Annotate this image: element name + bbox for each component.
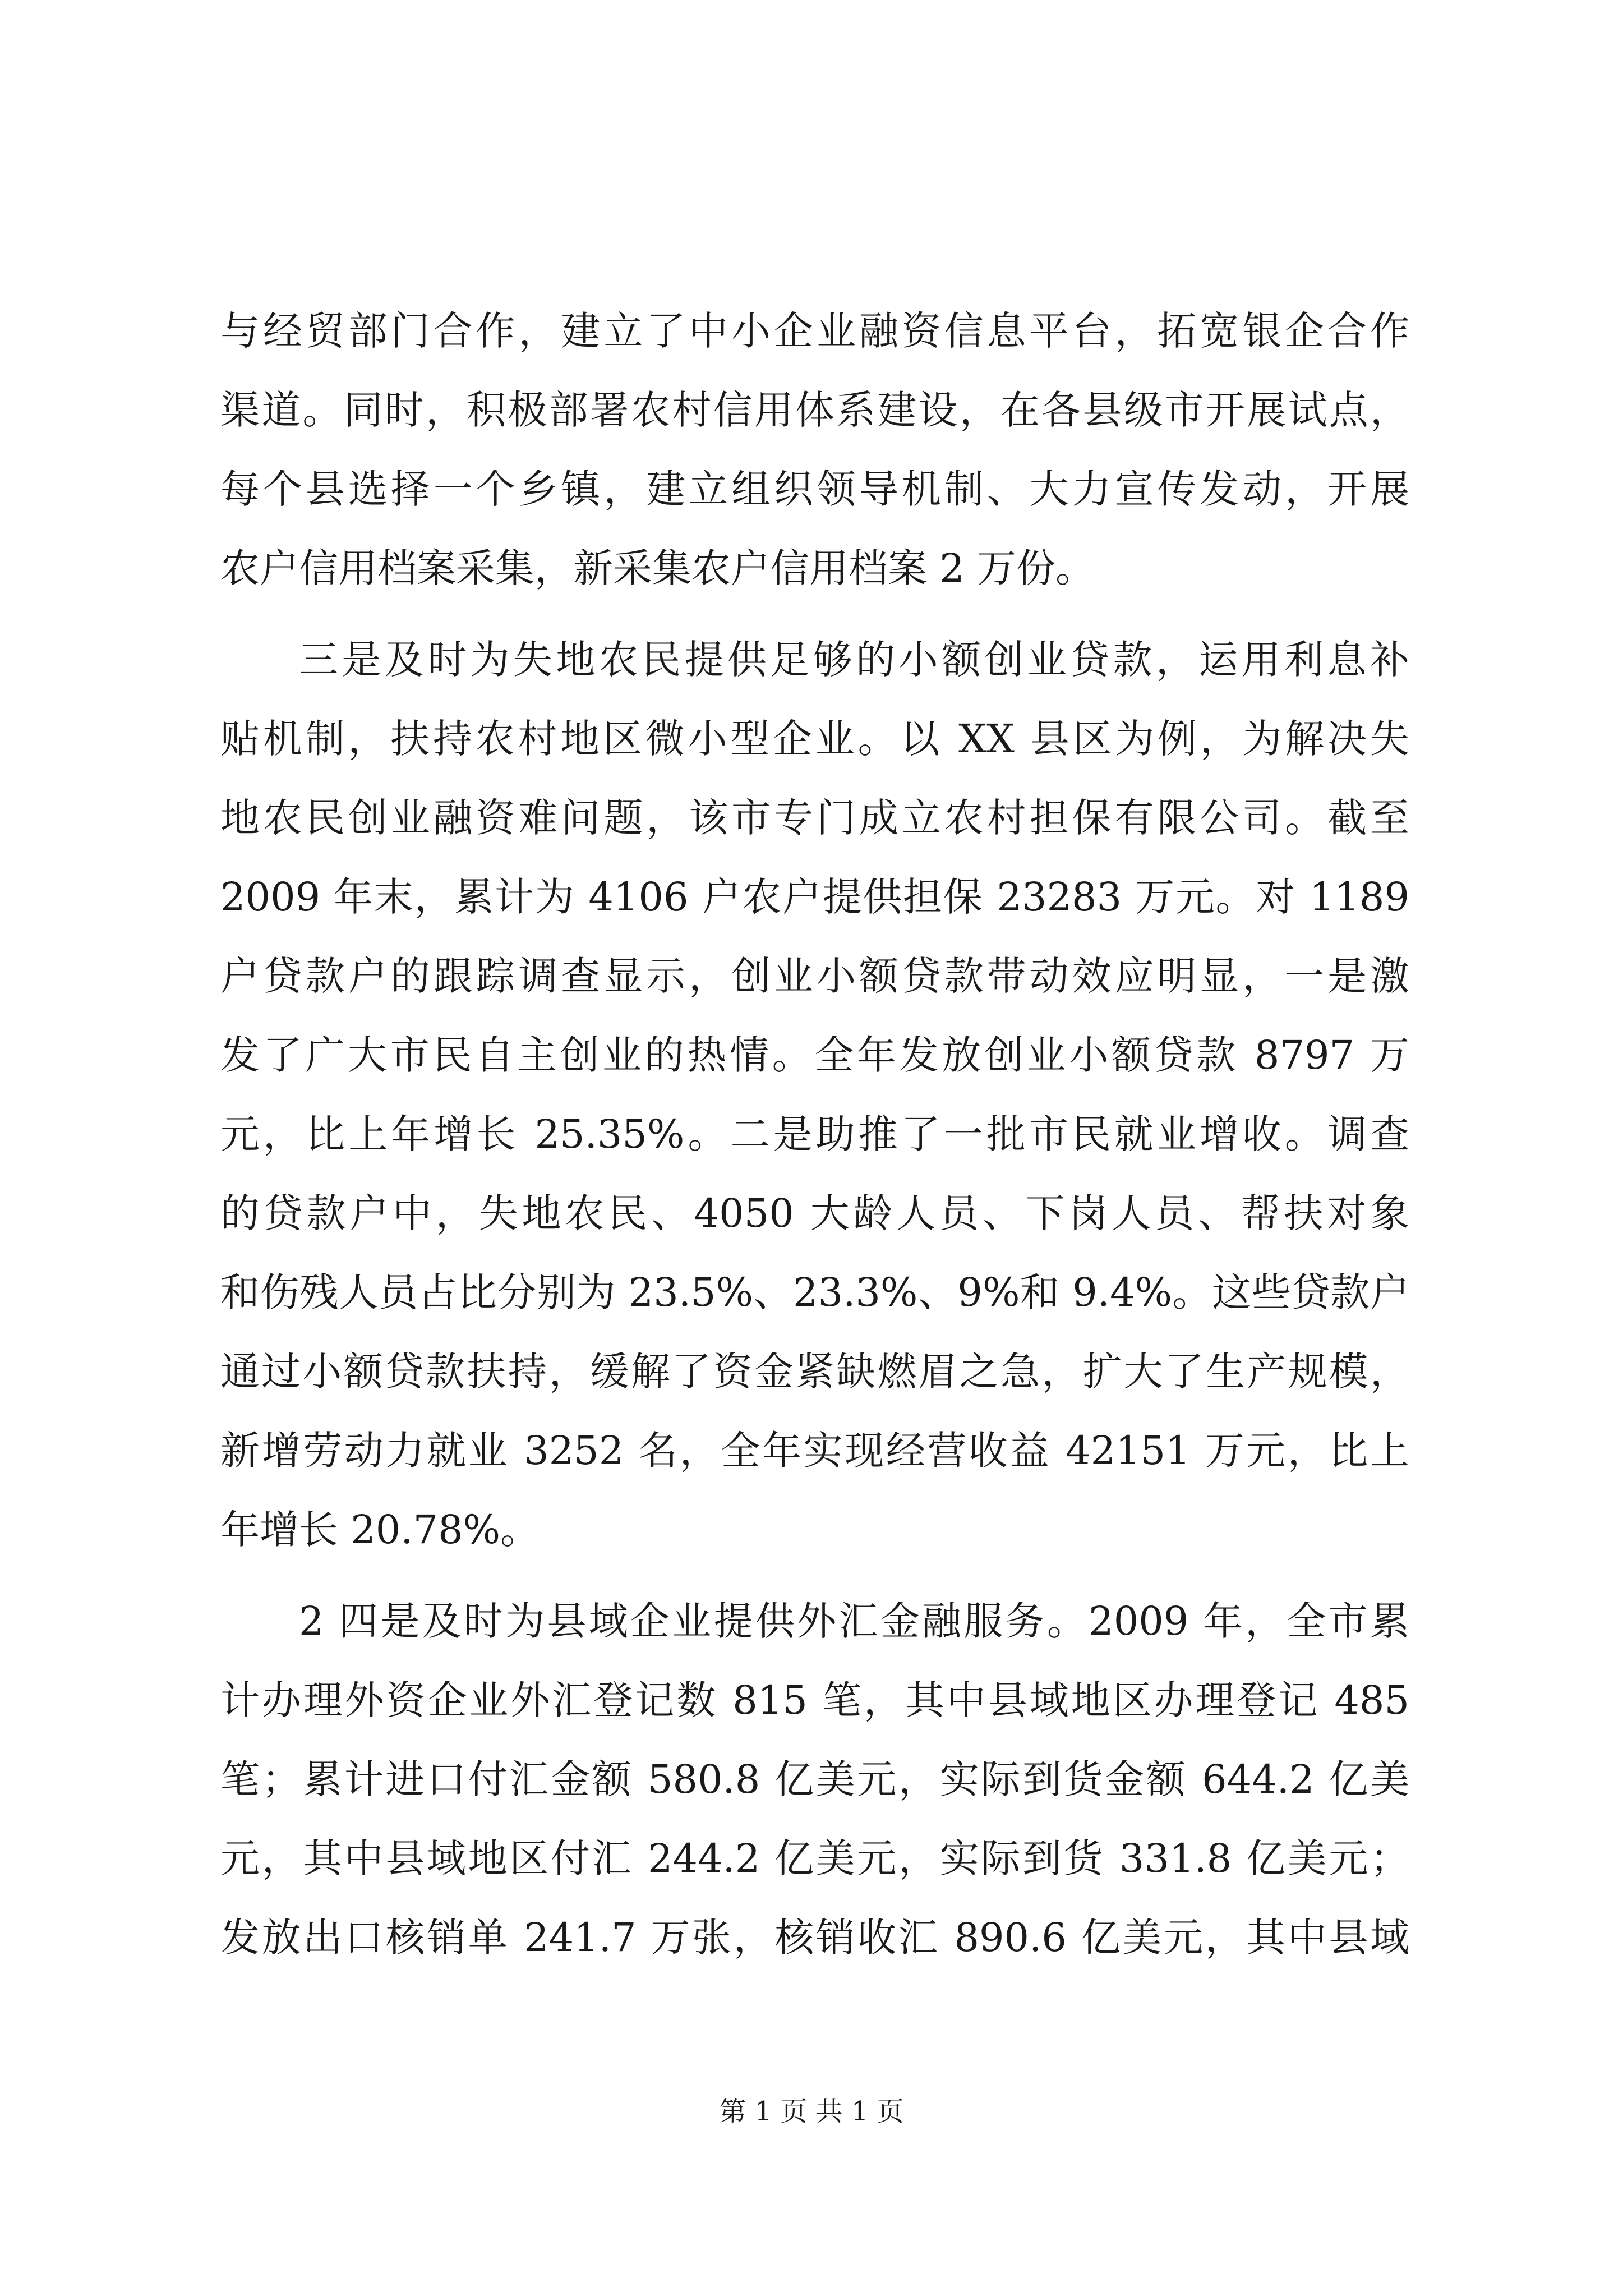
text-line: 元，其中县域地区付汇 244.2 亿美元，实际到货 331.8 亿美元； [220,1835,1409,1881]
paragraph-2 [220,620,1409,1570]
text-line: 发放出口核销单 241.7 万张，核销收汇 890.6 亿美元，其中县域 [220,1915,1409,1961]
text-line: 每个县选择一个乡镇，建立组织领导机制、大力宣传发动，开展 [220,466,1409,512]
text-line: 渠道。同时，积极部署农村信用体系建设，在各县级市开展试点， [220,387,1409,433]
text-line: 的贷款户中，失地农民、4050 大龄人员、下岗人员、帮扶对象 [220,1190,1409,1236]
text-line: 新增劳动力就业 3252 名，全年实现经营收益 42151 万元，比上 [220,1428,1409,1474]
document-body [220,292,1409,1977]
text-line: 与经贸部门合作，建立了中小企业融资信息平台，拓宽银企合作 [220,308,1409,354]
text-line-indented: 2 四是及时为县域企业提供外汇金融服务。2009 年，全市累 [299,1598,1409,1644]
text-line: 户贷款户的跟踪调查显示，创业小额贷款带动效应明显，一是激 [220,953,1409,999]
text-line: 地农民创业融资难问题，该市专门成立农村担保有限公司。截至 [220,795,1409,841]
text-line: 年增长 20.78%。 [220,1507,540,1553]
text-line: 发了广大市民自主创业的热情。全年发放创业小额贷款 8797 万 [220,1032,1409,1078]
page-number-footer: 第 1 页 共 1 页 [719,2096,904,2127]
text-line: 通过小额贷款扶持，缓解了资金紧缺燃眉之急，扩大了生产规模， [220,1349,1409,1395]
text-line: 计办理外资企业外汇登记数 815 笔，其中县域地区办理登记 485 [220,1677,1409,1723]
text-line: 农户信用档案采集，新采集农户信用档案 2 万份。 [220,545,1095,591]
text-line-indented: 三是及时为失地农民提供足够的小额创业贷款，运用利息补 [299,637,1409,683]
text-line: 元，比上年增长 25.35%。二是助推了一批市民就业增收。调查 [220,1111,1409,1157]
text-line: 2009 年末，累计为 4106 户农户提供担保 23283 万元。对 1189 [220,874,1409,920]
paragraph-1 [220,292,1409,608]
paragraph-3 [220,1582,1409,1977]
text-line: 贴机制，扶持农村地区微小型企业。以 XX 县区为例，为解决失 [220,716,1409,762]
text-line: 和伤残人员占比分别为 23.5%、23.3%、9%和 9.4%。这些贷款户 [220,1269,1409,1315]
text-line: 笔；累计进口付汇金额 580.8 亿美元，实际到货金额 644.2 亿美 [220,1756,1409,1802]
